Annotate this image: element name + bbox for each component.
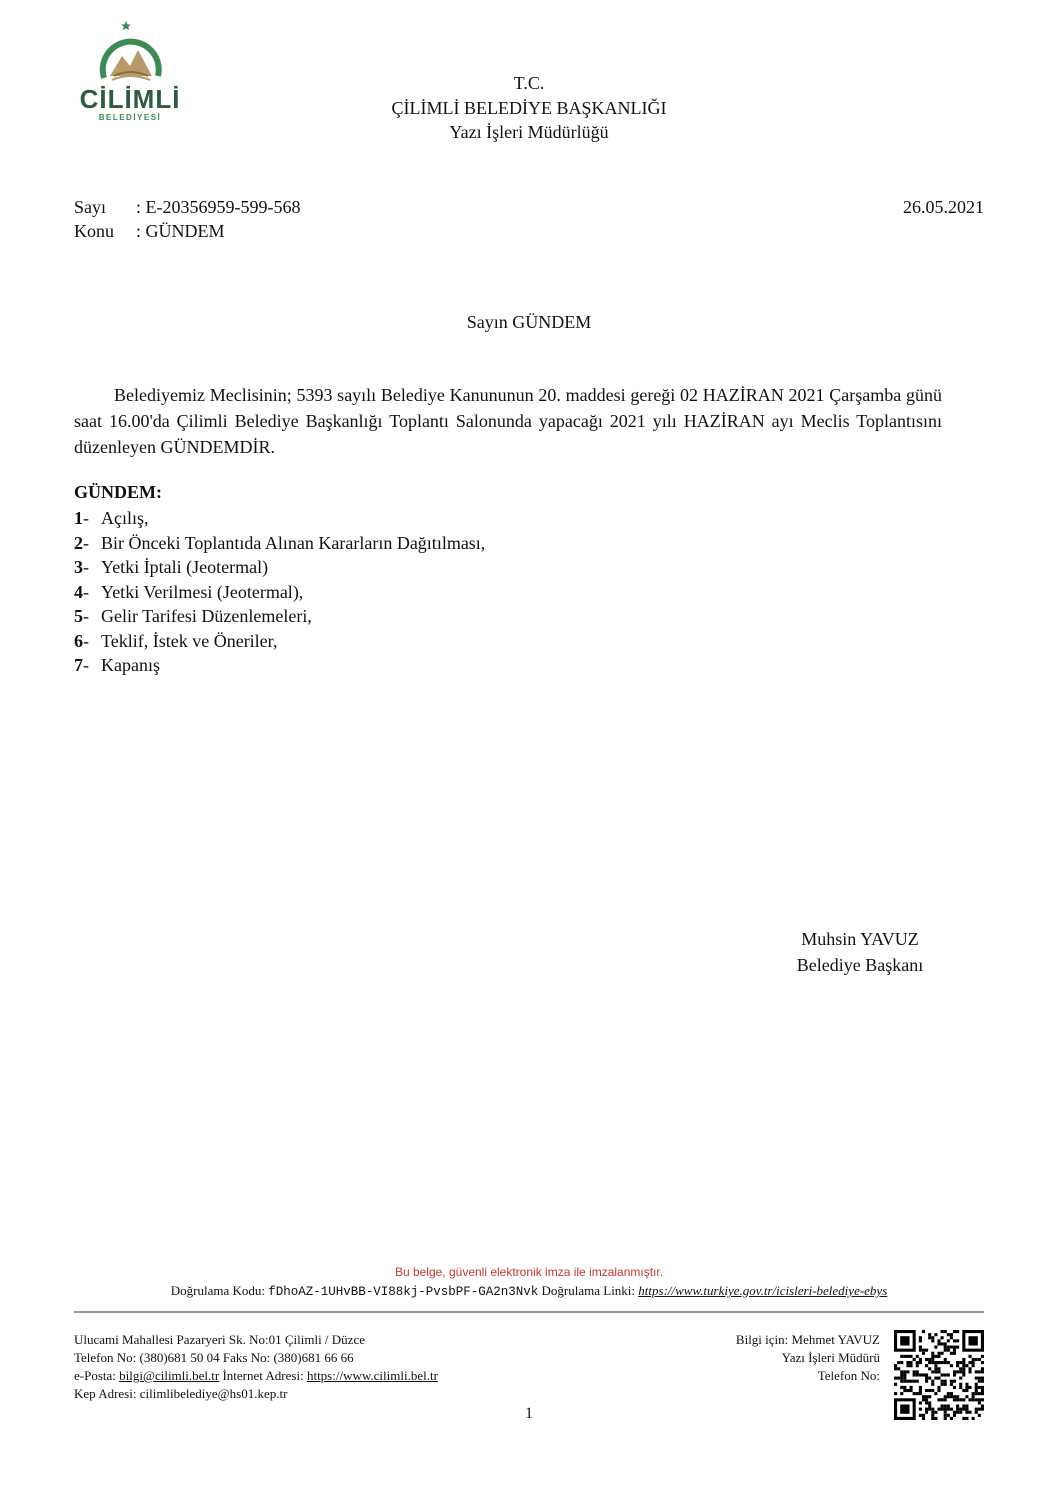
info-title: Yazı İşleri Müdürü [781,1350,880,1365]
agenda-title: GÜNDEM: [74,482,162,502]
website-link[interactable]: https://www.cilimli.bel.tr [306,1368,438,1383]
info-phone: Telefon No: [817,1368,880,1383]
email-link[interactable]: bilgi@cilimli.bel.tr [119,1368,220,1383]
sayi-value: : E-20356959-599-568 [136,197,301,217]
signer-name: Muhsin YAVUZ [801,929,919,949]
logo-name: CİLİMLİ [79,84,181,114]
agenda-item: 1- Açılış, [74,508,149,528]
info-contact: Bilgi için: Mehmet YAVUZ [735,1332,880,1347]
verification-code-label: Doğrulama Kodu: [170,1283,265,1298]
verification-link[interactable]: https://www.turkiye.gov.tr/icisleri-belediye-ebys [638,1283,888,1298]
footer-divider [74,1311,984,1313]
header-line-3: Yazı İşleri Müdürlüğü [449,122,609,142]
document-date: 26.05.2021 [903,197,984,217]
sayi-row [74,197,300,218]
konu-row [74,221,225,242]
signer-title: Belediye Başkanı [796,955,924,975]
agenda-item: 6- Teklif, İstek ve Öneriler, [74,630,278,651]
header-line-1: T.C. [513,73,545,93]
agenda-item: 2- Bir Önceki Toplantıda Alınan Kararların Dağıtılması, [74,532,486,553]
verification-link-label: Doğrulama Linki: [541,1283,636,1298]
agenda-list [74,506,485,678]
footer-contact [74,1331,438,1403]
page-number: 1 [525,1405,533,1422]
footer-email-web: e-Posta: bilgi@cilimli.bel.tr İnternet Adresi: https://www.cilimli.bel.tr [74,1368,438,1383]
salutation: Sayın GÜNDEM [466,312,592,332]
konu-label: Konu [74,221,114,241]
signature-block [770,926,950,978]
agenda-item: 4- Yetki Verilmesi (Jeotermal), [74,581,304,602]
agenda-item: 3- Yetki İptali (Jeotermal) [74,557,269,577]
logo-subtitle: BELEDİYESİ [98,113,162,122]
footer-info [620,1331,880,1385]
footer-phone: Telefon No: (380)681 50 04 Faks No: (380)681 66 66 [74,1350,354,1365]
header-line-2: ÇİLİMLİ BELEDİYE BAŞKANLIĞI [391,98,667,118]
konu-value: : GÜNDEM [136,221,225,241]
esign-note: Bu belge, güvenli elektronik imza ile imzalanmıştır. [394,1265,664,1279]
sayi-label: Sayı [74,197,107,217]
body-paragraph: Belediyemiz Meclisinin; 5393 sayılı Belediye Kanununun 20. maddesi gereği 02 HAZİRAN 2021 Çarşamba günü saat 16.00'da Çilimli Belediye Başkanlığı Toplantı Salonunda yapacağı 2021 yılı HAZİRAN ayı Meclis Toplantısını düzenleyen GÜNDEMDİR. [74,385,942,457]
verification-code: fDhoAZ-1UHvBB-VI88kj-PvsbPF-GA2n3Nvk [268,1285,539,1299]
footer-address: Ulucami Mahallesi Pazaryeri Sk. No:01 Çilimli / Düzce [74,1332,365,1347]
agenda-item: 7- Kapanış [74,655,160,675]
footer-kep: Kep Adresi: cilimlibelediye@hs01.kep.tr [74,1386,288,1401]
agenda-item: 5- Gelir Tarifesi Düzenlemeleri, [74,606,312,626]
verification-line [0,1283,1058,1299]
